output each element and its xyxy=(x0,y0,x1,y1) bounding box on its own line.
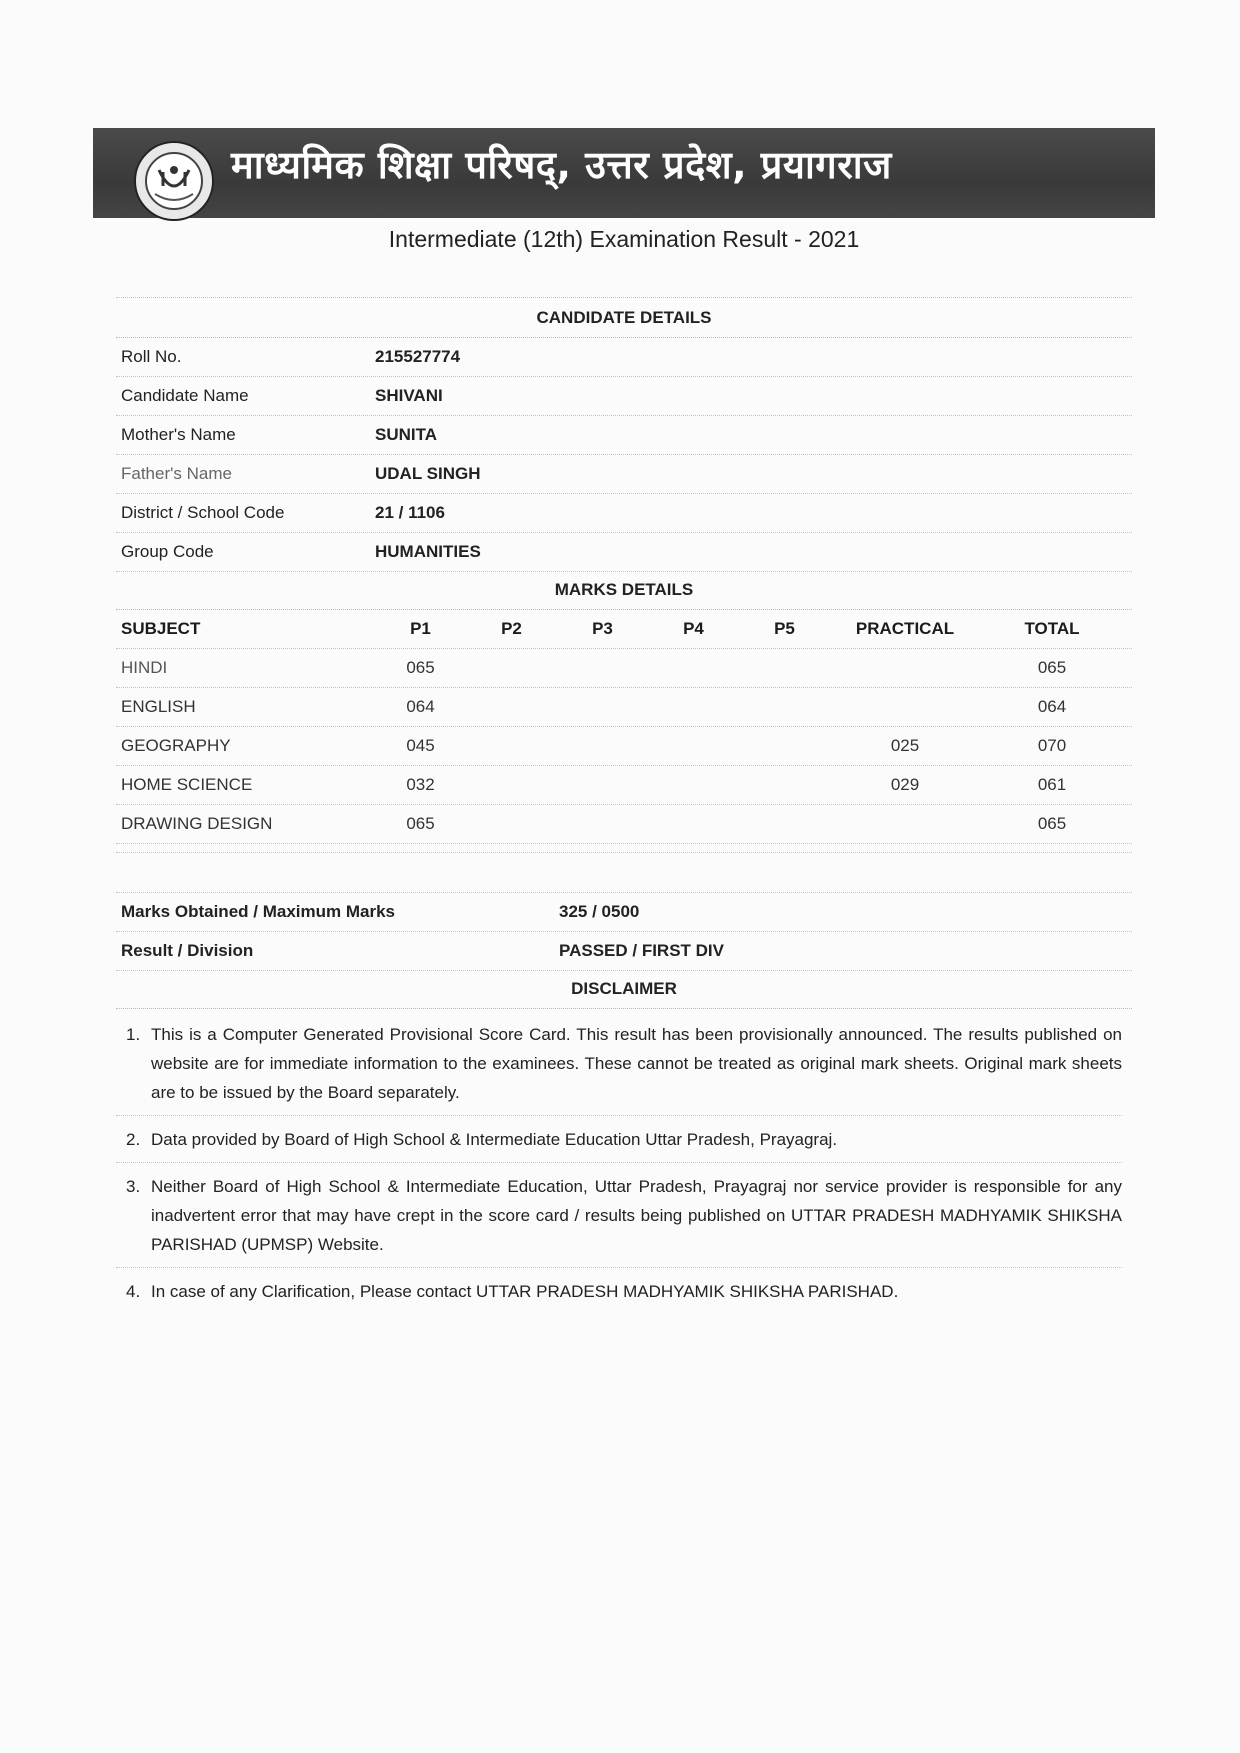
detail-label: Candidate Name xyxy=(121,386,249,405)
detail-value: SHIVANI xyxy=(375,386,443,405)
detail-row-roll-no xyxy=(116,338,1132,377)
exam-title: Intermediate (12th) Examination Result - 2021 xyxy=(388,226,860,252)
practical-cell: 025 xyxy=(890,736,920,755)
col-header-p4: P4 xyxy=(683,619,704,638)
candidate-section-title: CANDIDATE DETAILS xyxy=(116,300,1132,338)
table-row xyxy=(116,727,1132,766)
detail-row-mother-name xyxy=(116,416,1132,455)
detail-row-candidate-name xyxy=(116,377,1132,416)
detail-value: 21 / 1106 xyxy=(375,503,445,522)
total-cell: 070 xyxy=(1037,736,1067,755)
list-item-number: 2. xyxy=(126,1130,141,1149)
p1-cell: 064 xyxy=(406,697,435,716)
detail-label: District / School Code xyxy=(121,503,285,522)
list-item xyxy=(116,1268,1122,1314)
list-item-text: This is a Computer Generated Provisional Score Card. This result has been provisionally announced. The results published on website are for immediate information to the examinees. These cannot be treated as original mark sheets. Original mark sheets are to be issued by the Board separately. xyxy=(151,1025,1122,1102)
detail-value: HUMANITIES xyxy=(375,542,481,561)
p1-cell: 032 xyxy=(406,775,435,794)
disclaimer-list xyxy=(116,1011,1122,1314)
result-summary xyxy=(116,893,1132,1009)
list-item-number: 4. xyxy=(126,1282,141,1301)
table-row xyxy=(116,649,1132,688)
subject-cell: GEOGRAPHY xyxy=(121,736,231,755)
col-header-p1: P1 xyxy=(410,619,431,638)
detail-label: Roll No. xyxy=(121,347,182,366)
table-row xyxy=(116,688,1132,727)
col-header-subject: SUBJECT xyxy=(121,619,201,638)
p1-cell: 045 xyxy=(406,736,435,755)
total-cell: 061 xyxy=(1037,775,1067,794)
detail-value: UDAL SINGH xyxy=(375,464,481,483)
subject-cell: HOME SCIENCE xyxy=(121,775,253,794)
p1-cell: 065 xyxy=(406,814,435,833)
detail-label: Mother's Name xyxy=(121,425,236,444)
list-item-text: Data provided by Board of High School & Intermediate Education Uttar Pradesh, Prayagraj. xyxy=(151,1130,838,1149)
col-header-practical: PRACTICAL xyxy=(855,619,955,638)
total-cell: 065 xyxy=(1037,814,1067,833)
subject-cell: ENGLISH xyxy=(121,697,196,716)
board-banner xyxy=(93,128,1155,218)
list-item xyxy=(116,1163,1122,1268)
list-item-number: 3. xyxy=(126,1177,141,1196)
list-item-text: Neither Board of High School & Intermediate Education, Uttar Pradesh, Prayagraj nor service provider is responsible for any inadvertent error that may have crept in the score card / results being published on UTTAR PRADESH MADHYAMIK SHIKSHA PARISHAD (UPMSP) Website. xyxy=(151,1177,1122,1254)
detail-value: 215527774 xyxy=(375,347,461,366)
result-division-row xyxy=(116,932,1132,971)
list-item xyxy=(116,1116,1122,1163)
board-emblem-logo xyxy=(133,140,215,222)
detail-label: Father's Name xyxy=(121,464,232,483)
col-header-p3: P3 xyxy=(592,619,613,638)
detail-value: SUNITA xyxy=(375,425,438,444)
result-division-label: Result / Division xyxy=(121,941,254,960)
marks-details xyxy=(116,572,1132,844)
total-cell: 065 xyxy=(1037,658,1067,677)
result-division-value: PASSED / FIRST DIV xyxy=(559,941,724,960)
marks-header-row xyxy=(116,610,1132,649)
col-header-p5: P5 xyxy=(774,619,795,638)
marks-obtained-value: 325 / 0500 xyxy=(559,902,640,921)
list-item-number: 1. xyxy=(126,1025,141,1044)
col-header-p2: P2 xyxy=(501,619,522,638)
divider xyxy=(116,852,1132,853)
p1-cell: 065 xyxy=(406,658,435,677)
total-cell: 064 xyxy=(1037,697,1067,716)
detail-label: Group Code xyxy=(121,542,214,561)
marks-section-title: MARKS DETAILS xyxy=(116,572,1132,610)
marks-obtained-label: Marks Obtained / Maximum Marks xyxy=(121,902,395,921)
subject-cell: HINDI xyxy=(121,658,168,677)
detail-row-district-school-code xyxy=(116,494,1132,533)
disclaimer-title: DISCLAIMER xyxy=(116,971,1132,1009)
col-header-total: TOTAL xyxy=(1024,619,1080,638)
practical-cell: 029 xyxy=(890,775,920,794)
list-item xyxy=(116,1011,1122,1116)
detail-row-father-name xyxy=(116,455,1132,494)
board-name: माध्यमिक शिक्षा परिषद्, उत्तर प्रदेश, प्रयागराज xyxy=(231,143,892,187)
detail-row-group-code xyxy=(116,533,1132,572)
divider xyxy=(116,297,1132,298)
subject-cell: DRAWING DESIGN xyxy=(121,814,273,833)
table-row xyxy=(116,766,1132,805)
candidate-details xyxy=(116,300,1132,572)
table-row xyxy=(116,805,1132,844)
marks-obtained-row xyxy=(116,893,1132,932)
list-item-text: In case of any Clarification, Please contact UTTAR PRADESH MADHYAMIK SHIKSHA PARISHAD. xyxy=(151,1282,899,1301)
